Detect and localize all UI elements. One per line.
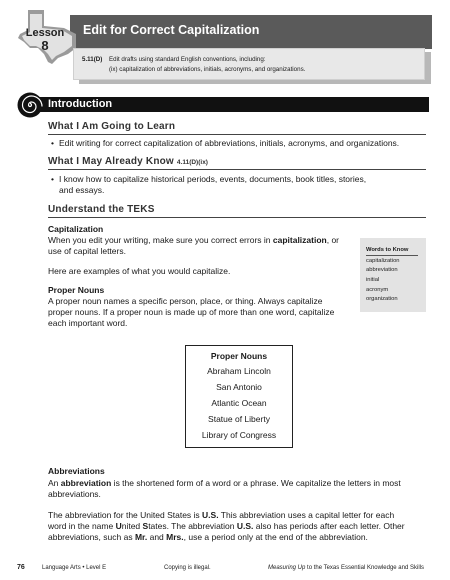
abbreviations-para2-line2 bbox=[48, 521, 405, 532]
mr-text-e: , use a period only at the end of the abbreviation. bbox=[183, 532, 368, 542]
abbreviations-para1-line1 bbox=[48, 478, 401, 489]
know-bullet-dot: • bbox=[51, 174, 54, 184]
capitalization-examples-text: Here are examples of what you would capitalize. bbox=[48, 266, 231, 276]
us-letter-s: S bbox=[142, 521, 149, 531]
abbreviations-para2-line3 bbox=[48, 532, 368, 543]
standard-line-1: Edit drafts using standard English conventions, including: bbox=[109, 56, 266, 63]
know-heading bbox=[48, 156, 208, 167]
us-text-c: This abbreviation uses a capital letter for each bbox=[218, 510, 395, 520]
learn-rule bbox=[48, 134, 426, 135]
word-item: capitalization bbox=[366, 258, 400, 264]
cap-text-a: When you edit your writing, make sure you correct errors in bbox=[48, 235, 273, 245]
us-text-e: nited bbox=[121, 521, 143, 531]
capitalization-para-line-1 bbox=[48, 235, 339, 246]
us-text-f: tates. The abbreviation bbox=[148, 521, 237, 531]
us-abbr-2: U.S. bbox=[236, 521, 254, 531]
proper-noun-item: San Antonio bbox=[216, 382, 262, 392]
us-text-g: also has periods after each letter. Other bbox=[253, 521, 405, 531]
lesson-label: Lesson bbox=[25, 27, 65, 39]
standard-line-2: (ix) capitalization of abbreviations, initials, acronyms, and organizations. bbox=[109, 66, 306, 73]
cap-term: capitalization bbox=[272, 235, 327, 245]
proper-noun-item: Atlantic Ocean bbox=[211, 398, 267, 408]
word-item: initial bbox=[366, 277, 380, 283]
footer-series-title: Measuring Up bbox=[268, 565, 306, 571]
spiral-icon bbox=[17, 92, 43, 118]
page-number: 76 bbox=[17, 564, 25, 571]
know-rule bbox=[48, 169, 426, 170]
us-text-a: The abbreviation for the United States is bbox=[48, 510, 203, 520]
us-text-d: word in the name bbox=[48, 521, 116, 531]
know-bullet-line-2: and essays. bbox=[59, 185, 105, 195]
words-to-know-title: Words to Know bbox=[366, 247, 409, 253]
abbr-term: abbreviation bbox=[60, 478, 112, 488]
us-letter-u: U bbox=[115, 521, 122, 531]
words-to-know-rule bbox=[366, 255, 418, 256]
teks-rule bbox=[48, 217, 426, 218]
standard-code: 5.11(D) bbox=[82, 56, 103, 63]
section-title: Introduction bbox=[48, 98, 113, 110]
abbr-text-c: is the shortened form of a word or a phrase. We capitalize the letters in most bbox=[111, 478, 401, 488]
know-code: 4.11(D)(ix) bbox=[176, 159, 208, 166]
know-heading-text: What I May Already Know bbox=[48, 156, 174, 167]
proper-noun-item: Statue of Liberty bbox=[208, 414, 270, 424]
proper-nouns-line-2: proper nouns. If a proper noun is made up of more than one word, capitalize bbox=[48, 307, 335, 317]
proper-nouns-box-title: Proper Nouns bbox=[210, 351, 268, 361]
us-abbr: U.S. bbox=[202, 510, 219, 520]
capitalization-para-line-2: use of capital letters. bbox=[48, 246, 126, 256]
proper-noun-item: Library of Congress bbox=[201, 430, 277, 440]
proper-nouns-line-1: A proper noun names a specific person, place, or thing. Always capitalize bbox=[48, 296, 323, 306]
mrs-abbr: Mrs. bbox=[166, 532, 184, 542]
footer-copy: Copying is illegal. bbox=[164, 565, 211, 571]
standard-box bbox=[73, 48, 425, 80]
proper-nouns-heading: Proper Nouns bbox=[48, 285, 105, 295]
footer-series bbox=[268, 565, 424, 571]
cap-text-c: , or bbox=[326, 235, 339, 245]
teks-heading: Understand the TEKS bbox=[48, 204, 155, 215]
capitalization-heading: Capitalization bbox=[48, 224, 104, 234]
mr-abbr: Mr. bbox=[134, 532, 148, 542]
abbreviations-para2-line1 bbox=[48, 510, 394, 521]
mr-text-c: and bbox=[147, 532, 167, 542]
word-item: abbreviation bbox=[366, 267, 398, 273]
footer-series-rest: to the Texas Essential Knowledge and Skills bbox=[305, 565, 424, 571]
mr-text-a: abbreviations, such as bbox=[48, 532, 135, 542]
proper-nouns-line-3: each important word. bbox=[48, 318, 128, 328]
learn-bullet-dot: • bbox=[51, 138, 54, 148]
abbreviations-heading: Abbreviations bbox=[48, 466, 105, 476]
lesson-title: Edit for Correct Capitalization bbox=[83, 23, 260, 37]
word-item: acronym bbox=[366, 287, 389, 293]
abbr-text-a: An bbox=[48, 478, 61, 488]
lesson-number: 8 bbox=[41, 38, 49, 53]
learn-heading: What I Am Going to Learn bbox=[48, 121, 176, 132]
word-item: organization bbox=[366, 296, 398, 302]
footer-book: Language Arts • Level E bbox=[42, 565, 107, 571]
abbreviations-para1-line2: abbreviations. bbox=[48, 489, 101, 499]
learn-bullet-text: Edit writing for correct capitalization of abbreviations, initials, acronyms, and organizations. bbox=[59, 138, 400, 148]
know-bullet-line-1: I know how to capitalize historical periods, events, documents, book titles, stories, bbox=[59, 174, 367, 184]
proper-noun-item: Abraham Lincoln bbox=[207, 366, 271, 376]
